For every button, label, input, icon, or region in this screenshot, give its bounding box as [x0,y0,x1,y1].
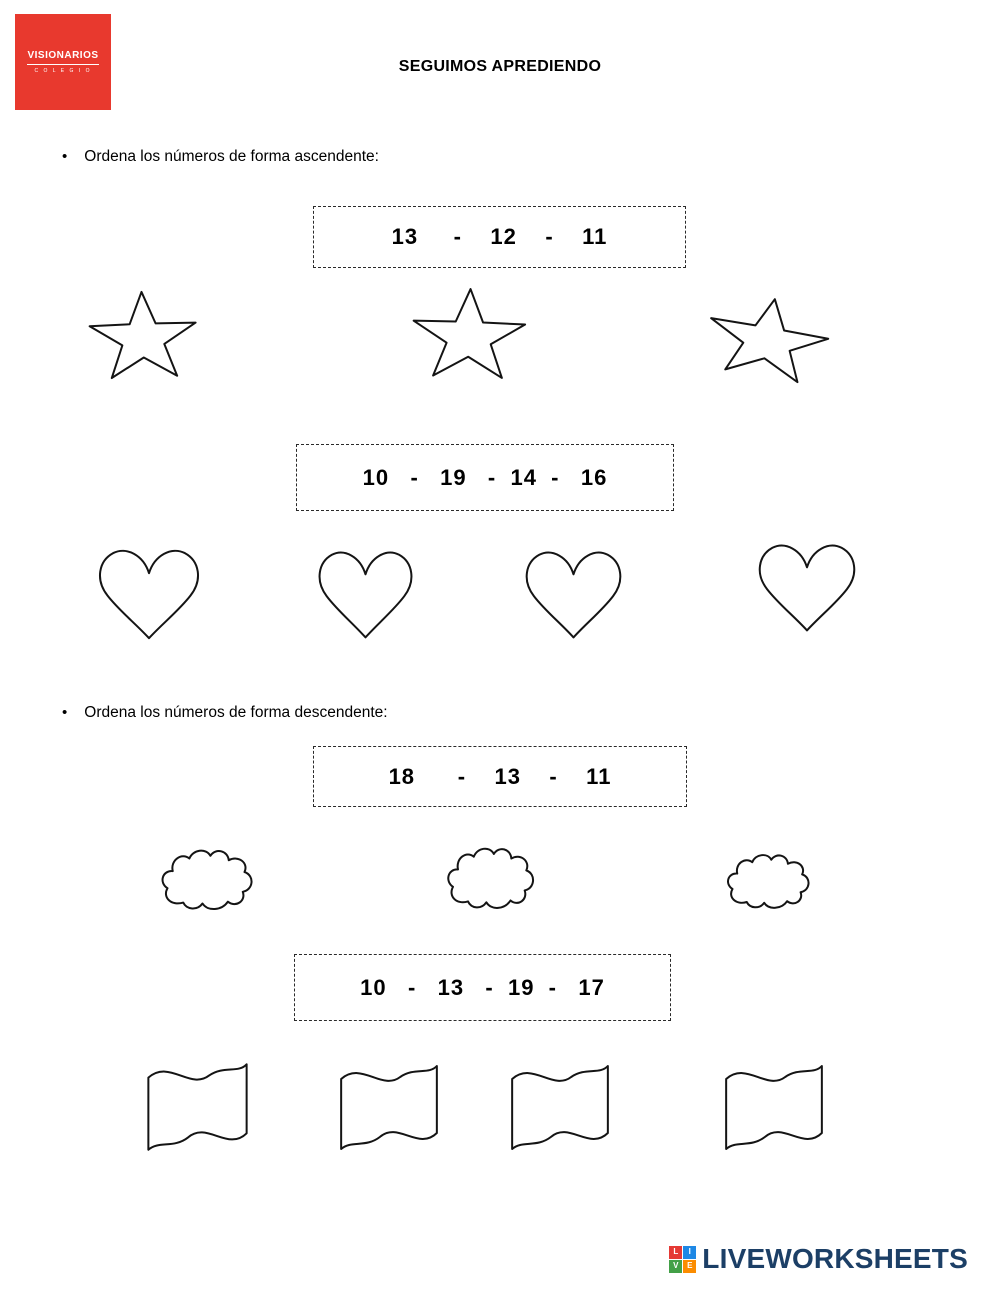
flag-answer-4[interactable] [718,1057,830,1157]
cloud-answer-3[interactable] [723,850,818,915]
bullet-icon: • [62,704,68,721]
flag-icon [504,1057,616,1157]
numbers-box-ascending-1 [313,206,686,268]
instruction-descending [62,704,388,722]
logo-tile-l: L [669,1246,682,1259]
logo-tile-v: V [669,1260,682,1273]
heart-answer-3[interactable] [520,545,627,645]
cloud-answer-2[interactable] [443,843,543,916]
numbers-box-descending-1 [313,746,687,807]
heart-icon [753,538,861,638]
numbers-text: 13 - 12 - 11 [391,224,608,249]
flag-icon [333,1057,445,1157]
flag-answer-2[interactable] [333,1057,445,1157]
numbers-text: 10 - 19 - 14 - 16 [362,464,608,490]
instruction-text: Ordena los números de forma descendente: [84,704,388,721]
numbers-box-ascending-2 [296,444,674,511]
cloud-icon [723,850,818,915]
star-icon [406,283,531,384]
logo-name: VISIONARIOS [27,50,98,65]
logo-tile-i: I [683,1246,696,1259]
liveworksheets-brand-text: LIVEWORKSHEETS [702,1243,968,1274]
heart-answer-2[interactable] [313,545,418,645]
logo-subtext: C O L E G I O [34,68,92,74]
logo-tile-e: E [683,1260,696,1273]
star-answer-1[interactable] [83,286,202,384]
flag-answer-3[interactable] [504,1057,616,1157]
heart-answer-1[interactable] [93,543,205,646]
numbers-box-descending-2 [294,954,671,1021]
bullet-icon: • [62,148,68,165]
liveworksheets-logo[interactable] [669,1243,968,1275]
star-icon [83,286,202,384]
heart-icon [93,543,205,646]
instruction-text: Ordena los números de forma ascendente: [84,148,379,165]
cloud-icon [443,843,543,916]
numbers-text: 10 - 13 - 19 - 17 [360,974,605,1000]
star-answer-3[interactable] [697,284,840,391]
instruction-ascending [62,148,379,166]
flag-icon [718,1057,830,1157]
cloud-answer-1[interactable] [157,845,262,917]
flag-icon [140,1055,255,1158]
liveworksheets-icon [669,1246,696,1273]
numbers-text: 18 - 13 - 11 [388,763,612,789]
star-answer-2[interactable] [406,283,531,384]
cloud-icon [157,845,262,917]
heart-icon [520,545,627,645]
star-icon [697,284,840,391]
heart-answer-4[interactable] [753,538,861,638]
heart-icon [313,545,418,645]
page-title: SEGUIMOS APREDIENDO [398,58,602,75]
flag-answer-1[interactable] [140,1055,255,1158]
